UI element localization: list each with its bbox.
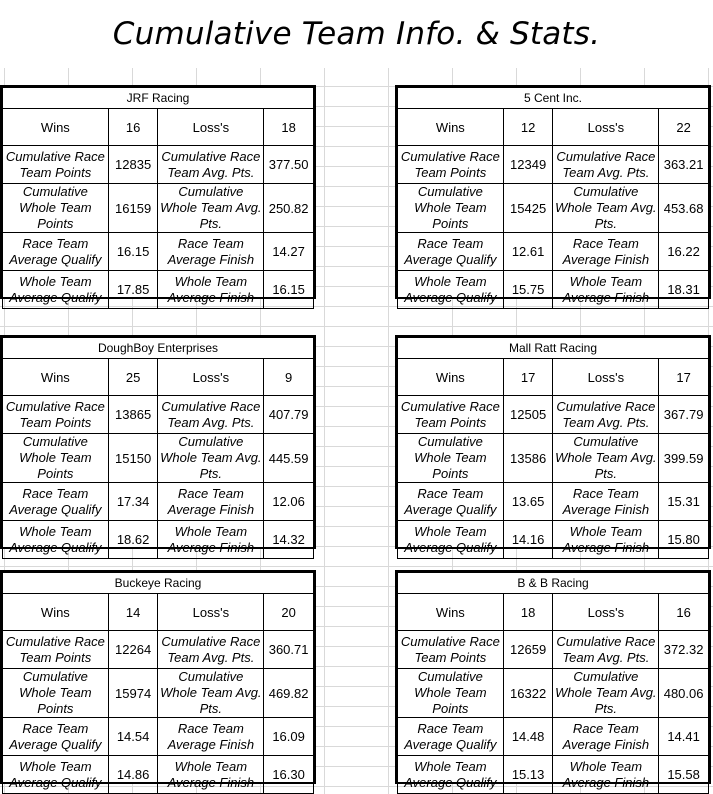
team-table [0,85,316,305]
stat-value: 18.62 [108,521,158,559]
stat-value: 14.41 [659,718,709,756]
stat-value: 250.82 [264,184,314,233]
wins-value: 18 [503,594,553,631]
stat-label: Cumulative Race Team Avg. Pts. [553,631,659,669]
stat-label: Race Team Average Qualify [3,233,109,271]
stat-value: 12835 [108,146,158,184]
stat-value: 360.71 [264,631,314,669]
stat-value: 12505 [503,396,553,434]
stat-value: 469.82 [264,669,314,718]
stat-label: Cumulative Whole Team Avg. Pts. [553,184,659,233]
stat-value: 445.59 [264,434,314,483]
stat-label: Race Team Average Finish [553,483,659,521]
stat-value: 12264 [108,631,158,669]
losses-value: 17 [659,359,709,396]
losses-label: Loss's [158,594,264,631]
stat-label: Race Team Average Qualify [398,233,504,271]
losses-label: Loss's [553,594,659,631]
stat-label: Cumulative Whole Team Avg. Pts. [158,434,264,483]
stat-label: Cumulative Race Team Avg. Pts. [158,631,264,669]
stat-label: Cumulative Whole Team Points [398,184,504,233]
stat-value: 15.31 [659,483,709,521]
stat-value: 12659 [503,631,553,669]
stat-label: Race Team Average Finish [553,718,659,756]
stat-value: 399.59 [659,434,709,483]
stat-value: 16.09 [264,718,314,756]
team-table [0,335,316,555]
wins-value: 25 [108,359,158,396]
wins-value: 17 [503,359,553,396]
stat-label: Cumulative Race Team Points [3,396,109,434]
stat-value: 14.16 [503,521,553,559]
stat-label: Whole Team Average Finish [158,271,264,309]
stat-value: 14.32 [264,521,314,559]
stat-value: 377.50 [264,146,314,184]
team-table [395,570,711,790]
team-table [395,85,711,305]
losses-value: 9 [264,359,314,396]
stat-label: Cumulative Whole Team Points [3,434,109,483]
stat-label: Cumulative Race Team Points [398,146,504,184]
team-name: Mall Ratt Racing [398,338,709,359]
stat-label: Race Team Average Qualify [3,718,109,756]
stat-label: Race Team Average Finish [553,233,659,271]
wins-value: 16 [108,109,158,146]
stat-value: 14.54 [108,718,158,756]
stat-value: 363.21 [659,146,709,184]
stat-label: Whole Team Average Finish [553,756,659,794]
stat-label: Cumulative Whole Team Avg. Pts. [158,669,264,718]
losses-value: 16 [659,594,709,631]
stat-value: 13865 [108,396,158,434]
page-title: Cumulative Team Info. & Stats. [112,16,601,52]
wins-label: Wins [398,109,504,146]
wins-label: Wins [398,594,504,631]
stat-label: Cumulative Whole Team Avg. Pts. [158,184,264,233]
wins-label: Wins [3,109,109,146]
stat-value: 367.79 [659,396,709,434]
stat-label: Whole Team Average Qualify [398,756,504,794]
team-name: DoughBoy Enterprises [3,338,314,359]
team-name: JRF Racing [3,88,314,109]
stat-label: Whole Team Average Qualify [3,271,109,309]
wins-value: 12 [503,109,553,146]
stat-label: Race Team Average Qualify [3,483,109,521]
stat-label: Race Team Average Qualify [398,718,504,756]
losses-value: 20 [264,594,314,631]
stat-label: Cumulative Race Team Points [3,631,109,669]
stat-label: Whole Team Average Finish [553,521,659,559]
stat-label: Race Team Average Qualify [398,483,504,521]
stat-value: 15.80 [659,521,709,559]
stat-value: 16.15 [264,271,314,309]
wins-label: Wins [3,594,109,631]
stat-value: 15.75 [503,271,553,309]
stat-value: 15425 [503,184,553,233]
team-table [395,335,711,555]
team-table [0,570,316,790]
stat-value: 16.30 [264,756,314,794]
stat-value: 17.34 [108,483,158,521]
losses-label: Loss's [158,359,264,396]
stat-value: 14.48 [503,718,553,756]
stat-value: 15.58 [659,756,709,794]
stat-value: 16322 [503,669,553,718]
losses-label: Loss's [158,109,264,146]
stat-label: Cumulative Whole Team Avg. Pts. [553,669,659,718]
wins-value: 14 [108,594,158,631]
stat-label: Cumulative Whole Team Points [3,669,109,718]
stat-label: Race Team Average Finish [158,718,264,756]
stat-value: 14.86 [108,756,158,794]
stat-value: 18.31 [659,271,709,309]
team-name: Buckeye Racing [3,573,314,594]
stat-label: Cumulative Race Team Avg. Pts. [158,396,264,434]
stat-label: Whole Team Average Finish [158,521,264,559]
stat-label: Cumulative Race Team Avg. Pts. [158,146,264,184]
losses-value: 22 [659,109,709,146]
stat-label: Cumulative Race Team Avg. Pts. [553,396,659,434]
wins-label: Wins [398,359,504,396]
stat-value: 407.79 [264,396,314,434]
stat-label: Whole Team Average Qualify [3,521,109,559]
stat-value: 480.06 [659,669,709,718]
stat-value: 15.13 [503,756,553,794]
stat-label: Cumulative Whole Team Points [3,184,109,233]
stat-value: 12349 [503,146,553,184]
title-banner [0,0,713,68]
stat-value: 12.61 [503,233,553,271]
stat-label: Race Team Average Finish [158,483,264,521]
losses-value: 18 [264,109,314,146]
stat-label: Cumulative Race Team Points [398,396,504,434]
losses-label: Loss's [553,109,659,146]
stat-label: Whole Team Average Qualify [398,271,504,309]
team-name: 5 Cent Inc. [398,88,709,109]
stat-value: 16.15 [108,233,158,271]
stat-label: Cumulative Whole Team Points [398,434,504,483]
stat-label: Whole Team Average Finish [158,756,264,794]
stat-label: Cumulative Whole Team Points [398,669,504,718]
stat-label: Cumulative Whole Team Avg. Pts. [553,434,659,483]
stat-label: Cumulative Race Team Points [3,146,109,184]
stat-value: 16.22 [659,233,709,271]
stat-value: 15150 [108,434,158,483]
stat-label: Whole Team Average Finish [553,271,659,309]
team-name: B & B Racing [398,573,709,594]
stat-value: 17.85 [108,271,158,309]
stat-value: 15974 [108,669,158,718]
stat-value: 14.27 [264,233,314,271]
wins-label: Wins [3,359,109,396]
stat-value: 16159 [108,184,158,233]
stat-value: 13586 [503,434,553,483]
stat-label: Race Team Average Finish [158,233,264,271]
stat-value: 12.06 [264,483,314,521]
stat-value: 372.32 [659,631,709,669]
stat-label: Cumulative Race Team Avg. Pts. [553,146,659,184]
losses-label: Loss's [553,359,659,396]
stat-label: Whole Team Average Qualify [3,756,109,794]
stat-value: 13.65 [503,483,553,521]
stat-value: 453.68 [659,184,709,233]
stat-label: Cumulative Race Team Points [398,631,504,669]
stat-label: Whole Team Average Qualify [398,521,504,559]
